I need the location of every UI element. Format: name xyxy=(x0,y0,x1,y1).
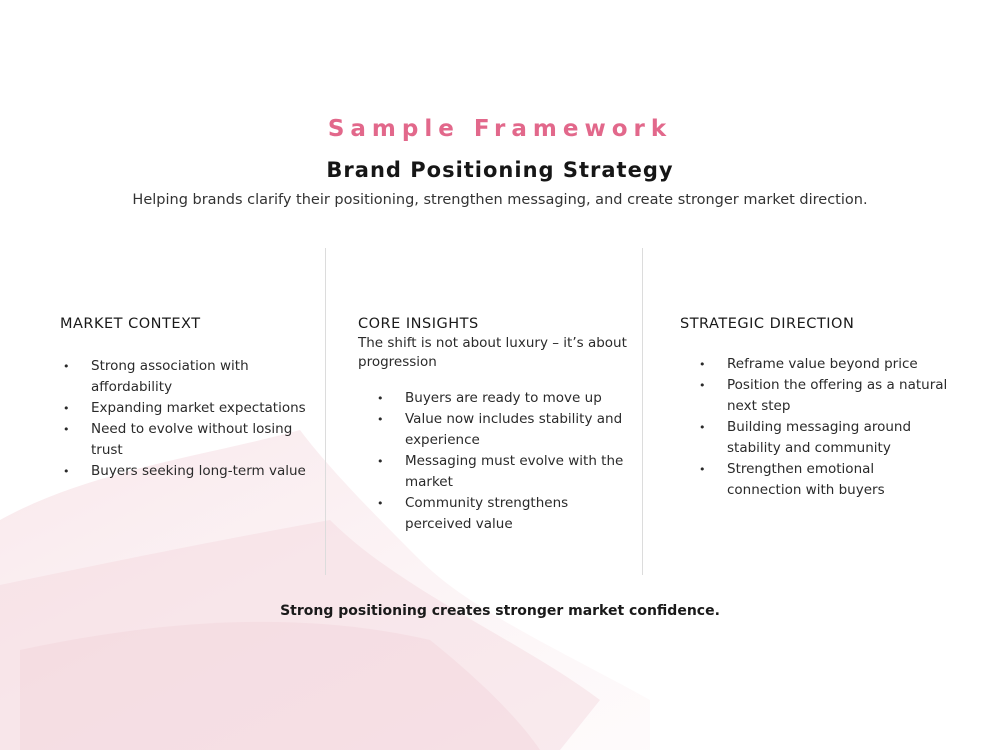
list-item: • Expanding market expectations xyxy=(91,398,315,419)
column-subheading: The shift is not about luxury – it’s about progression xyxy=(358,335,627,370)
list-item: • Position the offering as a natural next step xyxy=(699,377,948,414)
column-heading: STRATEGIC DIRECTION xyxy=(680,316,855,332)
footer-tagline: Strong positioning creates stronger market confidence. xyxy=(280,603,720,619)
list-item: • Buyers seeking long-term value xyxy=(91,461,315,482)
bullet-icon: • xyxy=(377,413,384,426)
column-market-context xyxy=(60,314,315,482)
bullet-icon: • xyxy=(699,379,706,392)
bullet-icon: • xyxy=(699,421,706,434)
bullet-list xyxy=(358,388,633,535)
column-heading: MARKET CONTEXT xyxy=(60,316,201,332)
bullet-icon: • xyxy=(63,423,70,436)
bullet-icon: • xyxy=(377,455,384,468)
slide-title: Brand Positioning Strategy xyxy=(326,158,674,182)
column-divider-right xyxy=(642,248,643,575)
bullet-list xyxy=(680,354,950,501)
list-item: • Value now includes stability and experience xyxy=(377,411,623,448)
bullet-icon: • xyxy=(699,358,706,371)
list-item: • Need to evolve without losing trust xyxy=(63,421,293,458)
bullet-icon: • xyxy=(699,463,706,476)
column-strategic-direction xyxy=(680,314,950,501)
column-divider-left xyxy=(325,248,326,575)
list-item: • Reframe value beyond price xyxy=(727,354,950,375)
list-item: • Building messaging around stability and community xyxy=(699,419,912,456)
bullet-icon: • xyxy=(377,392,384,405)
slide-subtitle: Helping brands clarify their positioning, strengthen messaging, and create stronger market direction. xyxy=(132,192,868,208)
framework-kicker: Sample Framework xyxy=(327,116,673,142)
bullet-icon: • xyxy=(63,465,70,478)
list-item: • Community strengthens perceived value xyxy=(377,495,569,532)
bullet-icon: • xyxy=(63,360,70,373)
bullet-icon: • xyxy=(63,402,70,415)
list-item: • Buyers are ready to move up xyxy=(405,388,633,409)
bullet-list xyxy=(60,356,315,482)
list-item: • Strengthen emotional connection with buyers xyxy=(699,461,885,498)
column-core-insights xyxy=(358,314,633,535)
list-item: • Messaging must evolve with the market xyxy=(377,453,624,490)
column-heading: CORE INSIGHTS xyxy=(358,316,479,332)
bullet-icon: • xyxy=(377,497,384,510)
list-item: • Strong association with affordability xyxy=(63,358,249,395)
